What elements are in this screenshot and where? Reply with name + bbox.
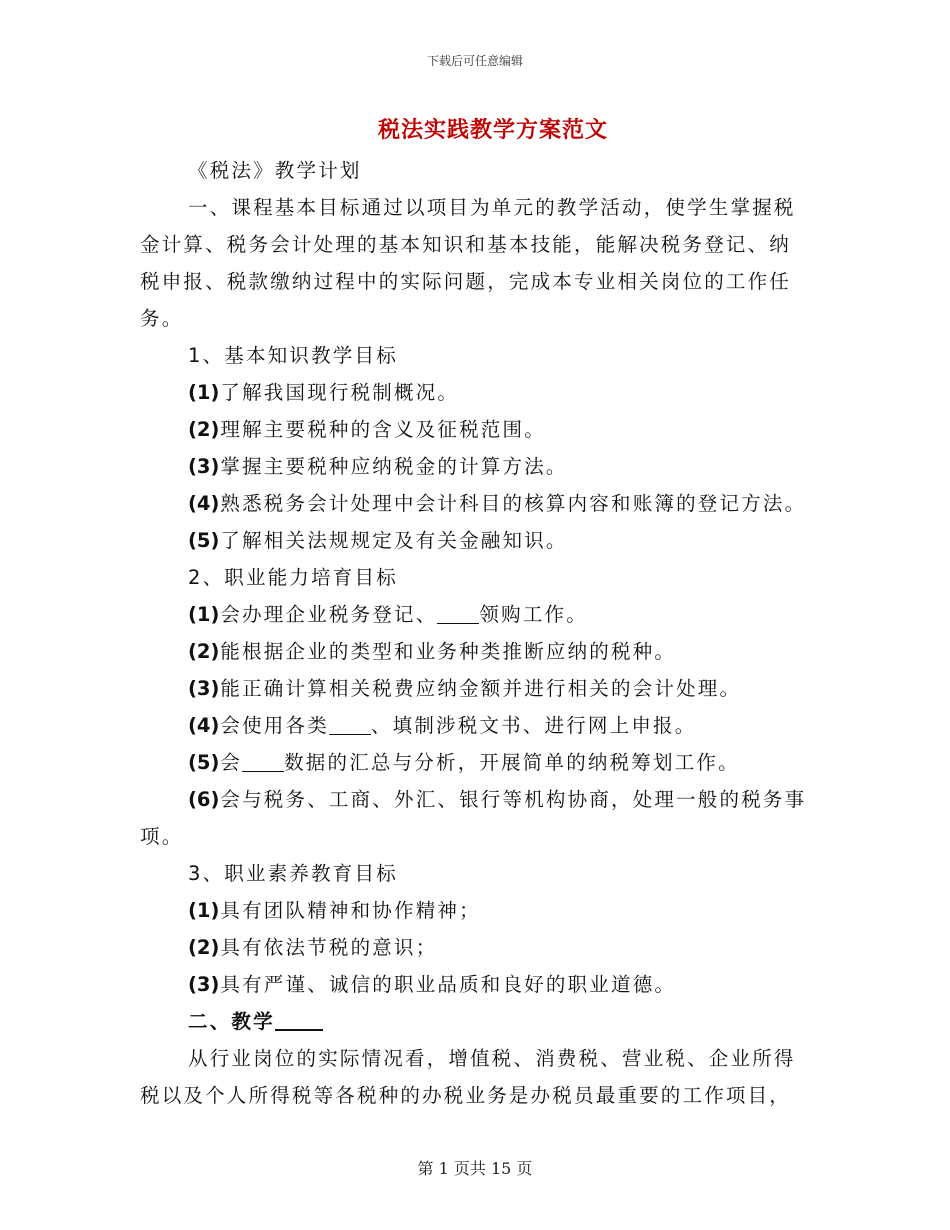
sub3-item-2 [140,929,808,966]
section2-text: 从行业岗位的实际情况看，增值税、消费税、营业税、企业所得税以及个人所得税等各税种的办税业务是办税员最重要的工作项目， [140,1047,796,1107]
fill-blank [329,712,371,735]
sub2-item-5 [140,744,808,781]
page-footer: 第 1 页共 15 页 [417,1159,533,1178]
item-text: 会与税务、工商、外汇、银行等机构协商，处理一般的税务事项。 [140,788,807,848]
sub2-heading: 2、职业能力培育目标 [188,566,398,589]
fill-blank [437,601,479,624]
item-text-after: 领购工作。 [479,603,588,626]
sub1-item-5 [140,522,808,559]
sub3-heading: 3、职业素养教育目标 [188,862,398,885]
item-number: (5) [188,751,220,774]
sub1-item-3 [140,448,808,485]
document-body [140,152,808,1114]
item-number: (4) [188,714,220,737]
sub3-item-1 [140,892,808,929]
item-text-before: 会办理企业税务登记、 [220,603,438,626]
sub2-item-6 [140,781,808,855]
item-number: (1) [188,603,220,626]
item-text-after: 、填制涉税文书、进行网上申报。 [370,714,697,737]
item-text: 具有团队精神和协作精神； [220,899,481,922]
section2-heading-text: 二、教学 [188,1010,275,1033]
item-text: 熟悉税务会计处理中会计科目的核算内容和账簿的登记方法。 [220,492,807,515]
sub1-item-4 [140,485,808,522]
item-text-before: 会使用各类 [220,714,329,737]
plan-title: 《税法》教学计划 [188,159,362,182]
item-text: 能正确计算相关税费应纳金额并进行相关的会计处理。 [220,677,742,700]
sub2-item-4 [140,707,808,744]
item-number: (6) [188,788,220,811]
item-number: (3) [188,973,220,996]
item-number: (2) [188,640,220,663]
item-number: (3) [188,677,220,700]
fill-blank [275,1007,323,1031]
sub2-item-2 [140,633,808,670]
item-number: (3) [188,455,220,478]
sub1-item-2 [140,411,808,448]
sub2-item-3 [140,670,808,707]
item-text: 掌握主要税种应纳税金的计算方法。 [220,455,568,478]
item-number: (1) [188,899,220,922]
sub1-heading: 1、基本知识教学目标 [188,344,398,367]
item-text: 了解相关法规规定及有关金融知识。 [220,529,568,552]
header-note: 下载后可任意编辑 [426,54,523,68]
item-number: (2) [188,936,220,959]
item-number: (5) [188,529,220,552]
sub2-item-1 [140,596,808,633]
item-text-before: 会 [220,751,243,774]
section1-intro: 一、课程基本目标通过以项目为单元的教学活动，使学生掌握税金计算、税务会计处理的基本知识和基本技能，能解决税务登记、纳税申报、税款缴纳过程中的实际问题，完成本专业相关岗位的工作任务。 [140,196,796,330]
section2-heading [140,1003,808,1040]
item-text: 理解主要税种的含义及征税范围。 [220,418,546,441]
item-text: 了解我国现行税制概况。 [220,381,460,404]
fill-blank [242,749,284,772]
item-text: 具有依法节税的意识； [220,936,438,959]
sub1-item-1 [140,374,808,411]
document-title: 税法实践教学方案范文 [377,117,608,143]
item-text-after: 数据的汇总与分析，开展简单的纳税筹划工作。 [284,751,740,774]
item-number: (4) [188,492,220,515]
item-text: 能根据企业的类型和业务种类推断应纳的税种。 [220,640,677,663]
item-number: (2) [188,418,220,441]
item-text: 具有严谨、诚信的职业品质和良好的职业道德。 [220,973,677,996]
sub3-item-3 [140,966,808,1003]
item-number: (1) [188,381,220,404]
